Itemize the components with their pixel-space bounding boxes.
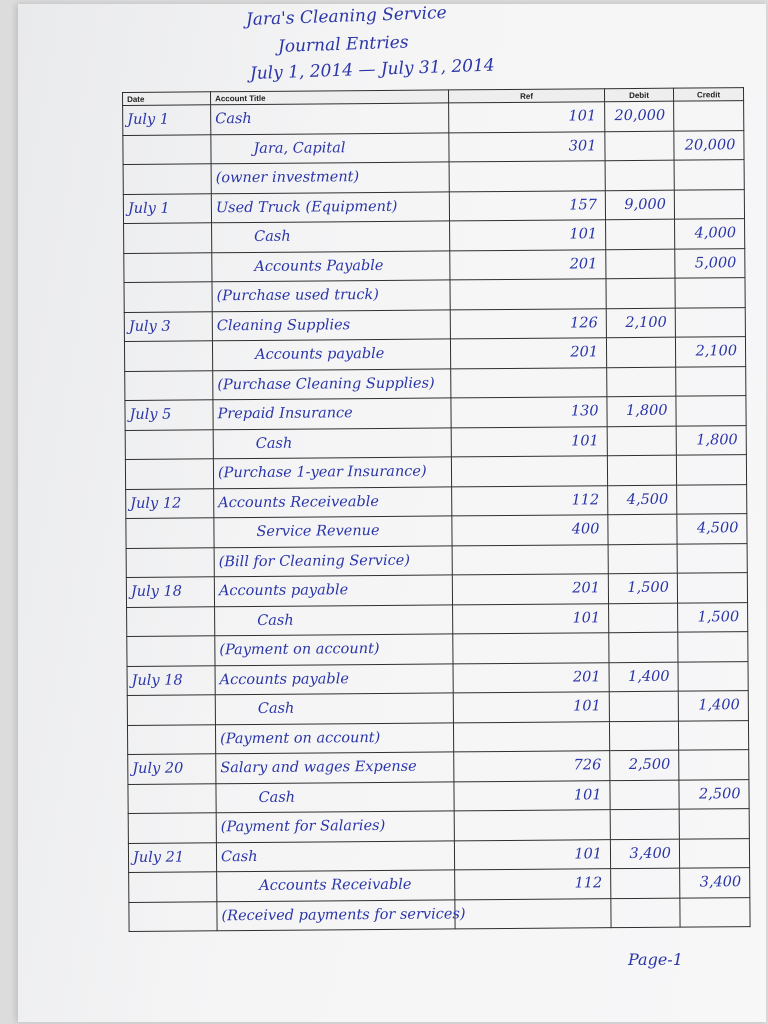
table-row (128, 809, 749, 843)
table-row (126, 573, 747, 607)
debit-cell (608, 514, 677, 544)
column-header-credit: Credit (673, 88, 743, 102)
ref-cell (453, 633, 609, 664)
table-row (124, 219, 745, 253)
debit-cell (607, 426, 676, 456)
debit-cell (606, 219, 675, 249)
debit-cell: 1,400 (609, 662, 678, 692)
ref-cell (451, 367, 607, 398)
ref-cell: 112 (455, 869, 611, 900)
page-number: Page-1 (628, 950, 683, 969)
date-cell (126, 518, 214, 548)
credit-cell (674, 160, 744, 190)
account-cell: Salary and wages Expense (216, 752, 454, 783)
table-row (128, 779, 749, 813)
ref-cell (450, 279, 606, 310)
journal-page (18, 4, 766, 1022)
journal-rows (123, 101, 750, 932)
debit-cell (610, 780, 679, 810)
account-cell: (Bill for Cleaning Service) (214, 545, 452, 576)
ref-cell: 101 (449, 102, 605, 133)
credit-cell: 4,500 (677, 514, 747, 544)
column-header-date: Date (123, 92, 211, 106)
debit-cell (609, 721, 678, 751)
debit-cell (606, 278, 675, 308)
date-cell (129, 872, 217, 902)
journal-table (122, 87, 750, 932)
column-header-ref: Ref (448, 89, 604, 103)
credit-cell (677, 484, 747, 514)
account-cell: (owner investment) (211, 162, 449, 193)
debit-cell (611, 898, 680, 928)
account-cell: Cleaning Supplies (212, 309, 450, 340)
table-row (128, 838, 749, 872)
ref-cell: 201 (453, 662, 609, 693)
credit-cell (675, 278, 745, 308)
table-row (123, 101, 744, 135)
debit-cell: 1,500 (608, 573, 677, 603)
ref-cell: 112 (452, 485, 608, 516)
debit-cell (611, 868, 680, 898)
account-cell: (Payment on account) (215, 634, 453, 665)
date-cell (128, 813, 216, 843)
table-row (127, 691, 748, 725)
credit-cell: 1,400 (678, 691, 748, 721)
debit-cell (610, 809, 679, 839)
credit-cell: 2,500 (679, 779, 749, 809)
date-cell: July 18 (126, 577, 214, 607)
credit-cell (680, 897, 750, 927)
debit-cell: 20,000 (605, 101, 674, 131)
credit-cell (678, 661, 748, 691)
credit-cell (674, 189, 744, 219)
table-row (124, 307, 745, 341)
credit-cell: 20,000 (674, 130, 744, 160)
debit-cell: 2,100 (606, 308, 675, 338)
ref-cell (452, 544, 608, 575)
table-row (125, 455, 746, 489)
debit-cell (605, 131, 674, 161)
table-row (126, 543, 747, 577)
account-cell: Cash (211, 103, 449, 134)
date-cell (124, 282, 212, 312)
date-cell: July 3 (124, 311, 212, 341)
date-cell (125, 370, 213, 400)
account-cell: Cash (213, 427, 451, 458)
table-row (127, 661, 748, 695)
table-row (123, 160, 744, 194)
ref-cell: 201 (452, 574, 608, 605)
account-cell: (Purchase used truck) (212, 280, 450, 311)
ref-cell: 101 (450, 220, 606, 251)
table-row (126, 484, 747, 518)
debit-cell (609, 603, 678, 633)
account-cell: (Purchase Cleaning Supplies) (213, 368, 451, 399)
document-title: Journal Entries (277, 32, 409, 57)
ref-cell (451, 456, 607, 487)
date-cell (125, 429, 213, 459)
date-cell (126, 547, 214, 577)
ref-cell: 301 (449, 131, 605, 162)
ref-cell: 101 (453, 692, 609, 723)
ref-cell: 726 (454, 751, 610, 782)
credit-cell (676, 455, 746, 485)
account-cell: (Purchase 1-year Insurance) (213, 457, 451, 488)
ref-cell: 101 (454, 780, 610, 811)
column-header-debit: Debit (604, 88, 673, 102)
debit-cell: 9,000 (605, 190, 674, 220)
date-cell (124, 341, 212, 371)
ref-cell: 101 (451, 426, 607, 457)
ref-cell (449, 161, 605, 192)
table-row (126, 514, 747, 548)
credit-cell (678, 632, 748, 662)
credit-cell (679, 809, 749, 839)
account-cell: Cash (212, 221, 450, 252)
date-cell (124, 252, 212, 282)
table-row (128, 750, 749, 784)
account-cell: Jara, Capital (211, 132, 449, 163)
ref-cell: 130 (451, 397, 607, 428)
credit-cell (675, 307, 745, 337)
ref-cell (454, 810, 610, 841)
table-row (123, 189, 744, 223)
table-row (125, 425, 746, 459)
date-cell: July 21 (128, 842, 216, 872)
credit-cell (674, 101, 744, 131)
table-row (124, 278, 745, 312)
business-name: Jara's Cleaning Service (245, 3, 447, 30)
table-row (124, 248, 745, 282)
account-cell: Accounts Receivable (217, 870, 455, 901)
account-cell: (Payment on account) (215, 722, 453, 753)
account-cell: (Received payments for services) (217, 899, 455, 930)
ref-cell: 201 (450, 338, 606, 369)
debit-cell (605, 160, 674, 190)
account-cell: Accounts payable (214, 575, 452, 606)
credit-cell: 1,800 (676, 425, 746, 455)
debit-cell (607, 455, 676, 485)
credit-cell (676, 366, 746, 396)
debit-cell (608, 544, 677, 574)
table-row (127, 632, 748, 666)
table-row (127, 602, 748, 636)
ref-cell: 126 (450, 308, 606, 339)
credit-cell (679, 838, 749, 868)
debit-cell (609, 691, 678, 721)
debit-cell (607, 367, 676, 397)
date-cell: July 12 (126, 488, 214, 518)
account-cell: Used Truck (Equipment) (211, 191, 449, 222)
account-cell: (Payment for Salaries) (216, 811, 454, 842)
date-cell: July 1 (123, 105, 211, 135)
account-cell: Prepaid Insurance (213, 398, 451, 429)
date-cell: July 1 (123, 193, 211, 223)
account-cell: Cash (215, 693, 453, 724)
credit-cell: 2,100 (675, 337, 745, 367)
ref-cell (455, 898, 611, 929)
date-cell (127, 606, 215, 636)
account-cell: Cash (215, 604, 453, 635)
ref-cell: 101 (453, 603, 609, 634)
credit-cell (677, 543, 747, 573)
debit-cell: 4,500 (608, 485, 677, 515)
table-row (125, 366, 746, 400)
credit-cell: 1,500 (678, 602, 748, 632)
debit-cell: 1,800 (607, 396, 676, 426)
date-cell (125, 459, 213, 489)
table-row (129, 868, 750, 902)
credit-cell (676, 396, 746, 426)
account-cell: Accounts payable (215, 663, 453, 694)
date-cell (123, 164, 211, 194)
account-cell: Cash (216, 840, 454, 871)
debit-cell (606, 337, 675, 367)
table-row (123, 130, 744, 164)
date-cell: July 18 (127, 665, 215, 695)
date-cell (127, 724, 215, 754)
date-cell (124, 223, 212, 253)
debit-cell: 3,400 (610, 839, 679, 869)
column-header-account: Account Title (211, 90, 449, 105)
date-cell: July 20 (128, 754, 216, 784)
date-cell (123, 134, 211, 164)
credit-cell: 4,000 (675, 219, 745, 249)
date-cell (127, 695, 215, 725)
ref-cell: 400 (452, 515, 608, 546)
credit-cell (679, 750, 749, 780)
date-cell: July 5 (125, 400, 213, 430)
debit-cell: 2,500 (610, 750, 679, 780)
account-cell: Accounts payable (212, 339, 450, 370)
debit-cell (606, 249, 675, 279)
date-range: July 1, 2014 — July 31, 2014 (249, 55, 496, 84)
ref-cell: 201 (450, 249, 606, 280)
ref-cell: 157 (449, 190, 605, 221)
account-cell: Cash (216, 781, 454, 812)
account-cell: Accounts Receiveable (214, 486, 452, 517)
credit-cell: 3,400 (680, 868, 750, 898)
credit-cell (677, 573, 747, 603)
date-cell (128, 783, 216, 813)
date-cell (129, 901, 217, 931)
credit-cell: 5,000 (675, 248, 745, 278)
table-row (129, 897, 750, 931)
debit-cell (609, 632, 678, 662)
account-cell: Service Revenue (214, 516, 452, 547)
date-cell (127, 636, 215, 666)
table-row (127, 720, 748, 754)
ref-cell: 101 (454, 839, 610, 870)
table-row (125, 396, 746, 430)
ref-cell (453, 721, 609, 752)
account-cell: Accounts Payable (212, 250, 450, 281)
table-row (124, 337, 745, 371)
credit-cell (678, 720, 748, 750)
